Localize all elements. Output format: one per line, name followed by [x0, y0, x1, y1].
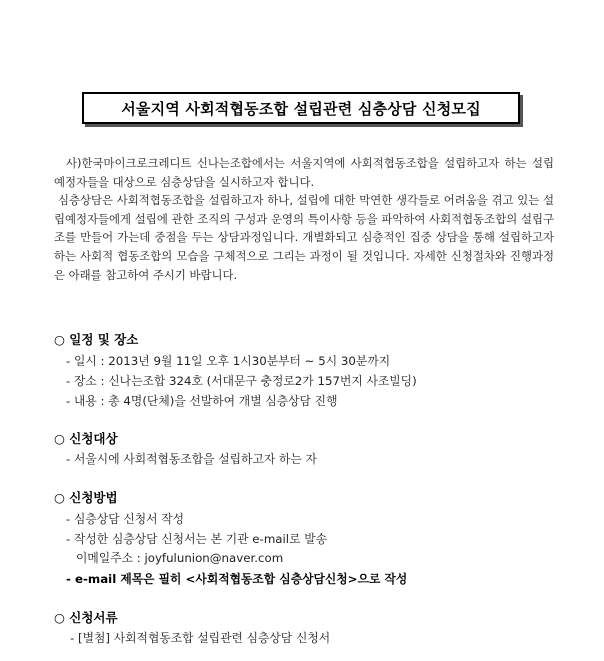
schedule-content: - 내용 : 총 4명(단체)을 선발하여 개별 심층상담 진행: [66, 394, 338, 408]
schedule-place: - 장소 : 신나는조합 324호 (서대문구 충정로2가 157번지 사조빌딩): [66, 374, 417, 388]
method-item-2: - 작성한 심층상담 신청서는 본 기관 e-mail로 발송: [66, 532, 328, 546]
section-schedule-heading: ○ 일정 및 장소: [54, 332, 139, 347]
intro-paragraph-2: 심층상담은 사회적협동조합을 설립하고자 하나, 설립에 대한 막연한 생각들로 어려움을 겪고 있는 설립예정자들에게 설립에 관한 조직의 구성과 운영의 특이사항 등을 파악하여 사회적협동조합의 설립구조를 만들어 가는데 중점을 두는 상담과정입니다. 개별화되고 심층적인 집중 상담을 통해 설립하고자 하는 사회적 협동조합의 모습을 구체적으로 그리는 과정이 될 것입니다. 자세한 신청절차와 진행과정은 아래를 참고하여 주시기 바랍니다.: [54, 193, 554, 282]
section-target-heading: ○ 신청대상: [54, 431, 118, 446]
method-item-3: - e-mail 제목은 필히 <사회적협동조합 심층상담신청>으로 작성: [66, 572, 408, 586]
title-box: [82, 92, 520, 124]
document-title: 서울지역 사회적협동조합 설립관련 심층상담 신청모집: [121, 99, 481, 118]
intro-paragraph-1: 사)한국마이크로크레디트 신나는조합에서는 서울지역에 사회적협동조합을 설립하고자 하는 설립예정자들을 대상으로 심층상담을 실시하고자 합니다.: [54, 156, 554, 189]
documents-item: - [별첨] 사회적협동조합 설립관련 심층상담 신청서: [70, 631, 331, 645]
section-method-heading: ○ 신청방법: [54, 490, 118, 505]
target-item: - 서울시에 사회적협동조합을 설립하고자 하는 자: [66, 452, 317, 466]
schedule-date: - 일시 : 2013년 9월 11일 오후 1시30분부터 ~ 5시 30분까지: [66, 354, 391, 368]
section-documents-heading: ○ 신청서류: [54, 610, 118, 625]
intro-text: [54, 154, 554, 284]
method-email: 이메일주소 : joyfulunion@naver.com: [76, 551, 284, 565]
method-item-1: - 심층상담 신청서 작성: [66, 512, 185, 526]
